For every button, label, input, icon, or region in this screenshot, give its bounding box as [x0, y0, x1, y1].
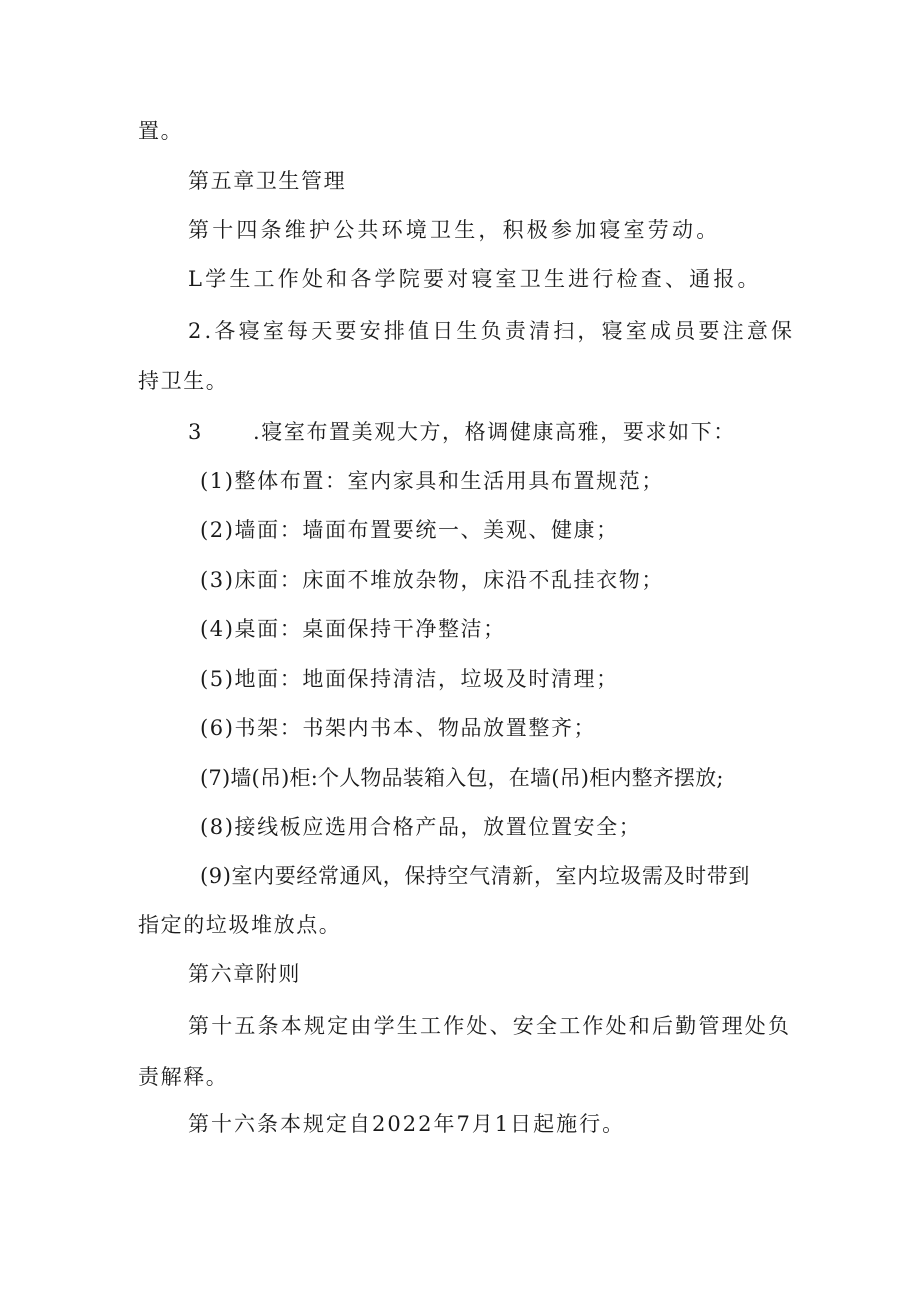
article-15: 第十五条本规定由学生工作处、安全工作处和后勤管理处负	[188, 1014, 792, 1038]
sub-item-1: (1)整体布置：室内家具和生活用具布置规范；	[200, 469, 664, 493]
sub-item-2: (2)墙面：墙面布置要统一、美观、健康；	[200, 518, 619, 542]
item-3	[188, 418, 736, 446]
article-15-continuation: 责解释。	[138, 1065, 229, 1089]
text-line-continuation: 置。	[138, 119, 184, 143]
sub-item-7: (7)墙(吊)柜:个人物品装箱入包，在墙(吊)柜内整齐摆放;	[200, 766, 724, 790]
item-2-continuation: 持卫生。	[138, 369, 229, 393]
article-14: 第十四条维护公共环境卫生，积极参加寝室劳动。	[188, 218, 721, 242]
sub-item-9: (9)室内要经常通风，保持空气清新，室内垃圾需及时带到	[200, 864, 750, 888]
item-3-number: 3	[188, 420, 203, 444]
sub-item-3: (3)床面：床面不堆放杂物，床沿不乱挂衣物；	[200, 568, 664, 592]
sub-item-5: (5)地面：地面保持清洁，垃圾及时清理；	[200, 667, 619, 691]
sub-item-4: (4)桌面：桌面保持干净整洁；	[200, 617, 506, 641]
sub-item-8: (8)接线板应选用合格产品，放置位置安全；	[200, 815, 642, 839]
item-1: L学生工作处和各学院要对寝室卫生进行检查、通报。	[188, 267, 762, 291]
chapter-6-heading: 第六章附则	[188, 962, 301, 986]
sub-item-6: (6)书架：书架内书本、物品放置整齐；	[200, 716, 597, 740]
item-3-text: .寝室布置美观大方，格调健康高雅，要求如下：	[252, 420, 736, 444]
item-2: 2.各寝室每天要安排值日生负责清扫，寝室成员要注意保	[188, 319, 796, 343]
chapter-5-heading: 第五章卫生管理	[188, 169, 347, 193]
sub-item-9-continuation: 指定的垃圾堆放点。	[138, 913, 342, 937]
article-16: 第十六条本规定自2022年7月1日起施行。	[188, 1112, 626, 1136]
